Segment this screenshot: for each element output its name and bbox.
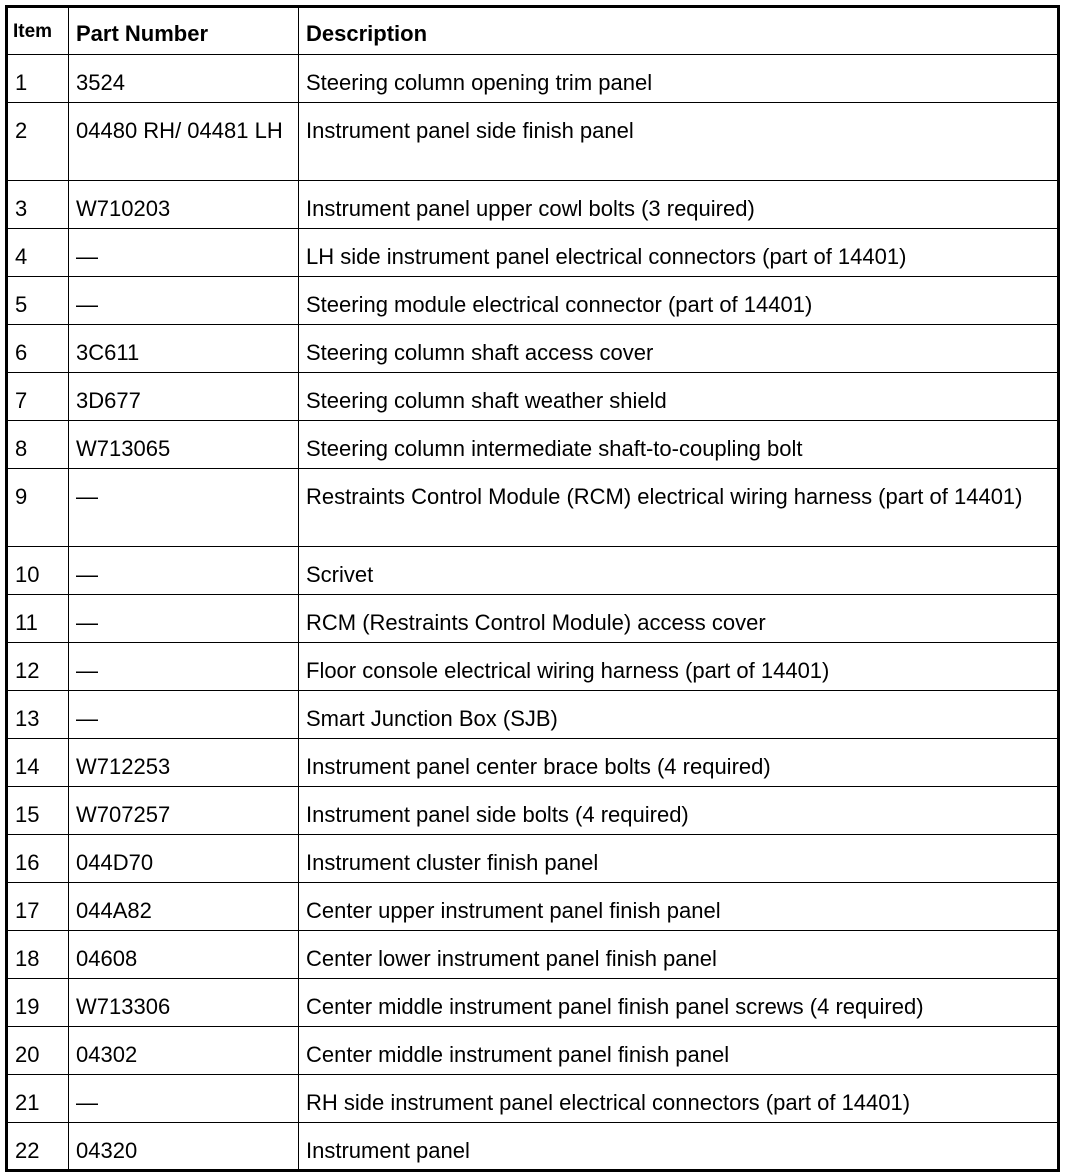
table-row bbox=[7, 835, 1059, 883]
cell-part-number: W713306 bbox=[69, 979, 299, 1027]
table-row bbox=[7, 739, 1059, 787]
header-description: Description bbox=[299, 7, 1059, 55]
cell-item: 5 bbox=[7, 277, 69, 325]
table-row bbox=[7, 373, 1059, 421]
cell-part-number: W710203 bbox=[69, 181, 299, 229]
table-row bbox=[7, 181, 1059, 229]
cell-part-number: 044A82 bbox=[69, 883, 299, 931]
cell-item: 22 bbox=[7, 1123, 69, 1171]
cell-part-number: 3D677 bbox=[69, 373, 299, 421]
cell-description: Instrument panel center brace bolts (4 required) bbox=[299, 739, 1059, 787]
table-row bbox=[7, 229, 1059, 277]
table-row bbox=[7, 1123, 1059, 1171]
cell-description: RCM (Restraints Control Module) access cover bbox=[299, 595, 1059, 643]
cell-item: 19 bbox=[7, 979, 69, 1027]
table-row bbox=[7, 469, 1059, 547]
table-row bbox=[7, 787, 1059, 835]
cell-description: Smart Junction Box (SJB) bbox=[299, 691, 1059, 739]
header-item: Item bbox=[7, 7, 69, 55]
cell-part-number: 04608 bbox=[69, 931, 299, 979]
cell-description: Restraints Control Module (RCM) electrical wiring harness (part of 14401) bbox=[299, 469, 1059, 547]
cell-item: 2 bbox=[7, 103, 69, 181]
cell-description: Instrument cluster finish panel bbox=[299, 835, 1059, 883]
table-row bbox=[7, 691, 1059, 739]
cell-description: Center middle instrument panel finish panel bbox=[299, 1027, 1059, 1075]
cell-part-number: — bbox=[69, 1075, 299, 1123]
cell-part-number: — bbox=[69, 469, 299, 547]
cell-item: 18 bbox=[7, 931, 69, 979]
cell-description: RH side instrument panel electrical connectors (part of 14401) bbox=[299, 1075, 1059, 1123]
cell-description: Steering column intermediate shaft-to-coupling bolt bbox=[299, 421, 1059, 469]
cell-item: 12 bbox=[7, 643, 69, 691]
cell-part-number: 04302 bbox=[69, 1027, 299, 1075]
table-row bbox=[7, 979, 1059, 1027]
table-row bbox=[7, 325, 1059, 373]
cell-item: 11 bbox=[7, 595, 69, 643]
cell-item: 17 bbox=[7, 883, 69, 931]
cell-part-number: 3524 bbox=[69, 55, 299, 103]
cell-item: 21 bbox=[7, 1075, 69, 1123]
cell-part-number: 044D70 bbox=[69, 835, 299, 883]
cell-description: Steering column shaft access cover bbox=[299, 325, 1059, 373]
cell-part-number: W707257 bbox=[69, 787, 299, 835]
cell-item: 6 bbox=[7, 325, 69, 373]
table-row bbox=[7, 595, 1059, 643]
cell-item: 10 bbox=[7, 547, 69, 595]
cell-part-number: — bbox=[69, 691, 299, 739]
table-row bbox=[7, 883, 1059, 931]
cell-item: 13 bbox=[7, 691, 69, 739]
cell-description: Steering column opening trim panel bbox=[299, 55, 1059, 103]
table-row bbox=[7, 931, 1059, 979]
table-row bbox=[7, 103, 1059, 181]
cell-part-number: W713065 bbox=[69, 421, 299, 469]
cell-description: Instrument panel side finish panel bbox=[299, 103, 1059, 181]
cell-description: Steering column shaft weather shield bbox=[299, 373, 1059, 421]
cell-part-number: 3C611 bbox=[69, 325, 299, 373]
table-header-row bbox=[7, 7, 1059, 55]
cell-part-number: — bbox=[69, 643, 299, 691]
table-row bbox=[7, 643, 1059, 691]
header-part-number: Part Number bbox=[69, 7, 299, 55]
cell-description: Floor console electrical wiring harness (part of 14401) bbox=[299, 643, 1059, 691]
cell-part-number: 04320 bbox=[69, 1123, 299, 1171]
cell-description: Instrument panel bbox=[299, 1123, 1059, 1171]
cell-description: Steering module electrical connector (part of 14401) bbox=[299, 277, 1059, 325]
cell-item: 16 bbox=[7, 835, 69, 883]
table-row bbox=[7, 1075, 1059, 1123]
cell-description: Scrivet bbox=[299, 547, 1059, 595]
cell-item: 3 bbox=[7, 181, 69, 229]
cell-part-number: — bbox=[69, 229, 299, 277]
cell-description: LH side instrument panel electrical connectors (part of 14401) bbox=[299, 229, 1059, 277]
cell-description: Center middle instrument panel finish panel screws (4 required) bbox=[299, 979, 1059, 1027]
cell-part-number: — bbox=[69, 547, 299, 595]
cell-description: Instrument panel upper cowl bolts (3 required) bbox=[299, 181, 1059, 229]
cell-description: Center lower instrument panel finish panel bbox=[299, 931, 1059, 979]
cell-item: 7 bbox=[7, 373, 69, 421]
cell-part-number: — bbox=[69, 595, 299, 643]
cell-part-number: 04480 RH/ 04481 LH bbox=[69, 103, 299, 181]
cell-item: 14 bbox=[7, 739, 69, 787]
table-row bbox=[7, 55, 1059, 103]
cell-item: 9 bbox=[7, 469, 69, 547]
cell-item: 4 bbox=[7, 229, 69, 277]
cell-description: Instrument panel side bolts (4 required) bbox=[299, 787, 1059, 835]
cell-item: 1 bbox=[7, 55, 69, 103]
cell-part-number: W712253 bbox=[69, 739, 299, 787]
cell-item: 15 bbox=[7, 787, 69, 835]
cell-item: 20 bbox=[7, 1027, 69, 1075]
cell-part-number: — bbox=[69, 277, 299, 325]
cell-item: 8 bbox=[7, 421, 69, 469]
table-row bbox=[7, 547, 1059, 595]
parts-table bbox=[5, 5, 1060, 1172]
table-row bbox=[7, 277, 1059, 325]
cell-description: Center upper instrument panel finish panel bbox=[299, 883, 1059, 931]
table-row bbox=[7, 1027, 1059, 1075]
table-row bbox=[7, 421, 1059, 469]
